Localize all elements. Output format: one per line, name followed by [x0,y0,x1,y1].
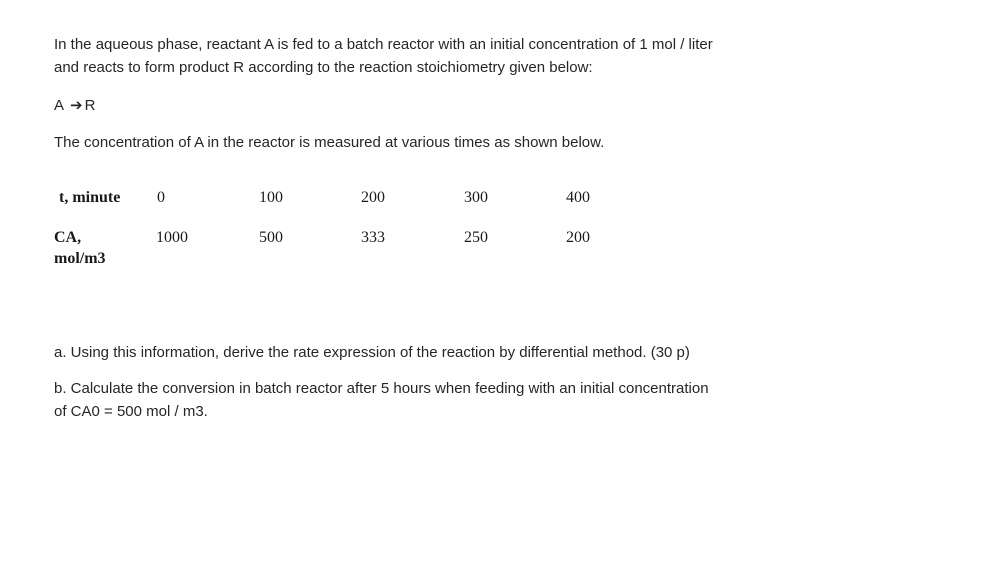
question-b [54,377,709,423]
time-cell: 300 [464,189,488,206]
time-cell: 400 [566,189,590,206]
product-label: R [84,97,96,114]
concentration-cell: 333 [361,229,385,246]
intro-paragraph [54,33,713,79]
time-cell: 200 [361,189,385,206]
time-cell: 100 [259,189,283,206]
reactant-label: A [54,97,65,114]
concentration-cell: 1000 [156,229,188,246]
time-row-header: t, minute [59,189,121,206]
question-b-line-1: b. Calculate the conversion in batch reactor after 5 hours when feeding with an initial concentration [54,380,709,397]
concentration-cell: 250 [464,229,488,246]
reaction-equation [54,94,95,117]
measured-paragraph: The concentration of A in the reactor is measured at various times as shown below. [54,134,605,151]
concentration-header-line-2: mol/m3 [54,250,106,267]
intro-line-2: and reacts to form product R according to the reaction stoichiometry given below: [54,59,593,76]
concentration-cell: 500 [259,229,283,246]
time-cell: 0 [157,189,165,206]
concentration-header-line-1: CA, [54,229,82,246]
right-arrow-icon: ➔ [70,97,83,114]
question-b-line-2: of CA0 = 500 mol / m3. [54,403,208,420]
concentration-cell: 200 [566,229,590,246]
intro-line-1: In the aqueous phase, reactant A is fed to a batch reactor with an initial concentration of 1 mol / liter [54,36,713,53]
question-a: a. Using this information, derive the rate expression of the reaction by differential method. (30 p) [54,344,690,361]
concentration-row-header [54,227,106,269]
